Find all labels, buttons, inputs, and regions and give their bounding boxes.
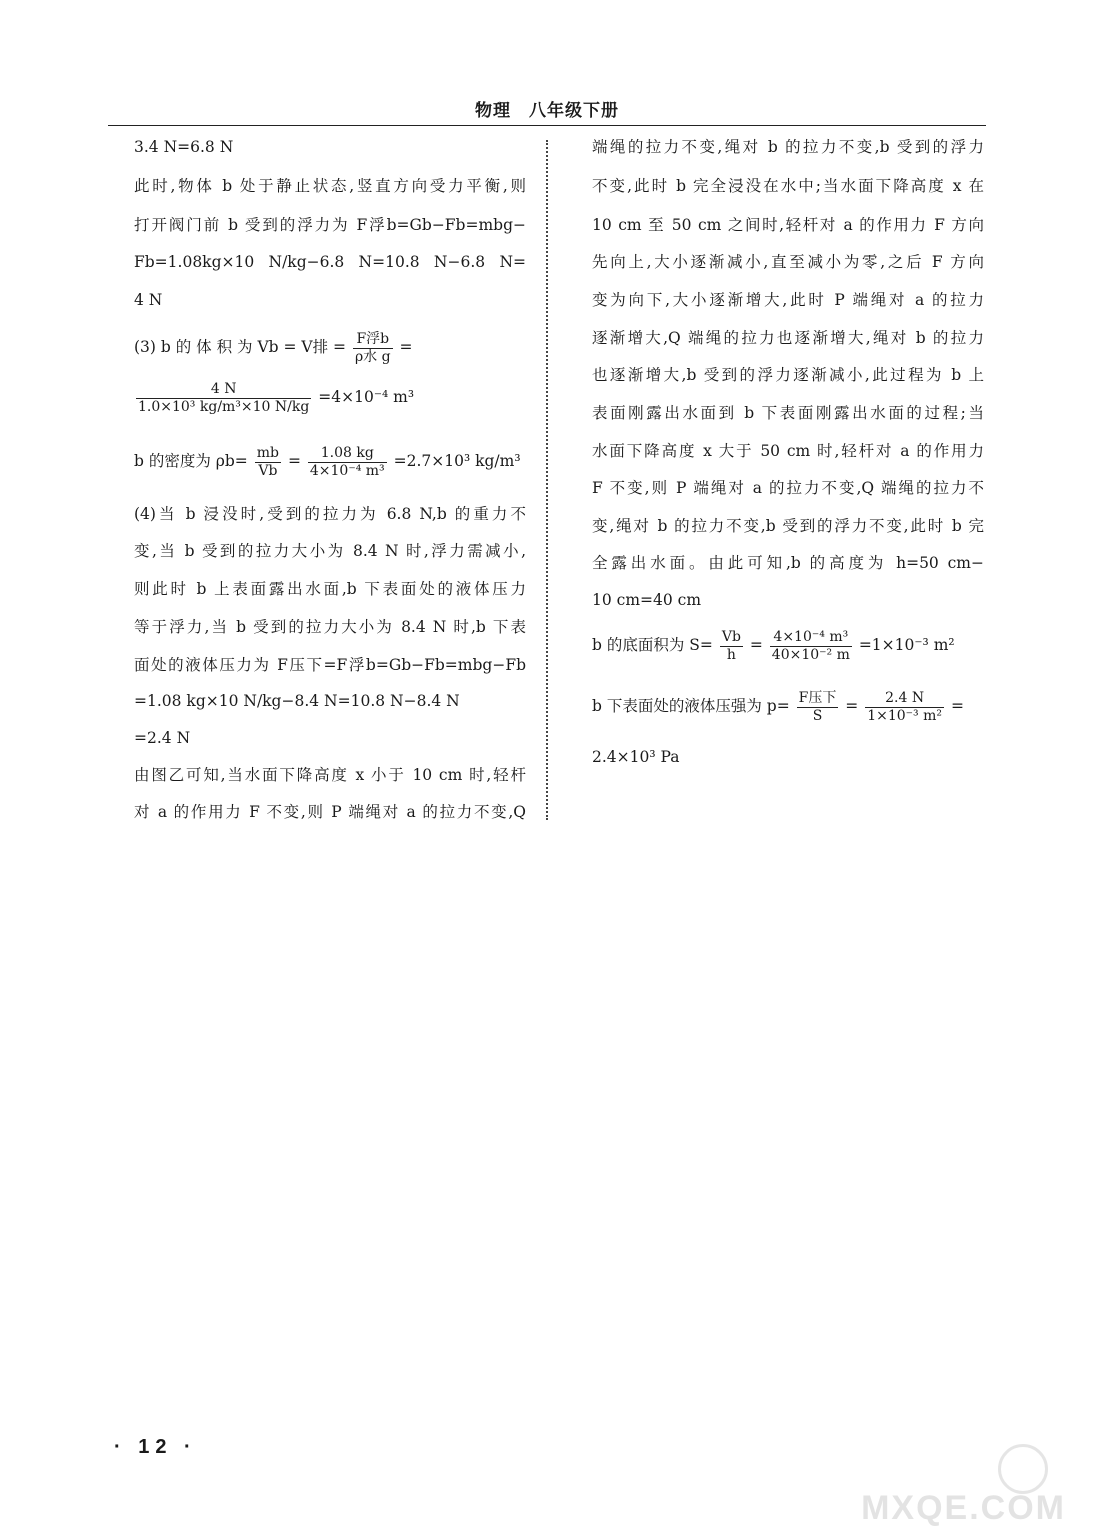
text-line: (4)当 b 浸没时,受到的拉力为 6.8 N,b 的重力不 (134, 505, 526, 523)
text-line: 也逐渐增大,b 受到的浮力逐渐减小,此过程为 b 上 (592, 366, 984, 384)
text-line: 由图乙可知,当水面下降高度 x 小于 10 cm 时,轻杆 (134, 766, 526, 784)
fraction (353, 331, 393, 366)
formula-text: = (749, 636, 763, 654)
fraction-numerator: 1.08 kg (308, 445, 387, 463)
fraction-denominator: S (812, 707, 823, 724)
page-number: · 12 · (114, 1436, 197, 1458)
formula-text: = (399, 338, 413, 356)
fraction (136, 381, 311, 416)
formula-text: b 的密度为 ρb= (134, 452, 248, 470)
formula-text: = (287, 452, 301, 470)
fraction-numerator: F浮b (353, 331, 393, 349)
text-line: =2.4 N (134, 729, 191, 747)
text-line: Fb=1.08kg×10 N/kg−6.8 N=10.8 N−6.8 N= (134, 253, 526, 271)
fraction-denominator: 4×10⁻⁴ m³ (309, 462, 385, 479)
text-line: 对 a 的作用力 F 不变,则 P 端绳对 a 的拉力不变,Q (134, 803, 526, 821)
column-divider (546, 140, 548, 820)
formula-text: =2.7×10³ kg/m³ (393, 452, 521, 470)
text-line: 逐渐增大,Q 端绳的拉力也逐渐增大,绳对 b 的拉力 (592, 329, 984, 347)
fraction-denominator: 1×10⁻³ m² (867, 707, 943, 724)
text-line: F 不变,则 P 端绳对 a 的拉力不变,Q 端绳的拉力不 (592, 479, 984, 497)
formula-text: b 下表面处的液体压强为 p= (592, 697, 790, 715)
text-line: 先向上,大小逐渐减小,直至减小为零,之后 F 方向 (592, 253, 984, 271)
text-line: 10 cm 至 50 cm 之间时,轻杆对 a 的作用力 F 方向 (592, 216, 984, 234)
fraction-denominator: h (726, 646, 736, 663)
formula-text: (3) b 的 体 积 为 Vb = V排 = (134, 338, 347, 356)
text-line: 表面刚露出水面到 b 下表面刚露出水面的过程;当 (592, 404, 984, 422)
fraction-numerator: 4×10⁻⁴ m³ (770, 629, 852, 647)
watermark-logo (861, 1450, 1072, 1528)
text-line: 面处的液体压力为 F压下=F浮b=Gb−Fb=mbg−Fb (134, 656, 526, 674)
fraction-numerator: 4 N (136, 381, 311, 399)
formula-line (134, 442, 521, 480)
text-line: 打开阀门前 b 受到的浮力为 F浮b=Gb−Fb=mbg− (134, 216, 526, 234)
text-line: 变为向下,大小逐渐增大,此时 P 端绳对 a 的拉力 (592, 291, 984, 309)
fraction-numerator: Vb (721, 628, 741, 645)
page-header (108, 96, 986, 124)
formula-text: b 的底面积为 S= (592, 636, 713, 654)
fraction-denominator: 1.0×10³ kg/m³×10 N/kg (138, 398, 310, 415)
watermark-circle-icon (998, 1444, 1048, 1494)
text-line: 水面下降高度 x 大于 50 cm 时,轻杆对 a 的作用力 (592, 442, 984, 460)
text-line: 全露出水面。由此可知,b 的高度为 h=50 cm− (592, 554, 984, 572)
text-line: 不变,此时 b 完全浸没在水中;当水面下降高度 x 在 (592, 177, 984, 195)
fraction-numerator: 2.4 N (865, 690, 944, 708)
fraction (770, 629, 852, 664)
fraction-numerator: F压下 (798, 689, 837, 706)
text-line: =1.08 kg×10 N/kg−8.4 N=10.8 N−8.4 N (134, 692, 460, 710)
header-grade: 八年级下册 (529, 101, 619, 121)
fraction (255, 445, 281, 480)
formula-line (134, 378, 414, 416)
fraction-denominator: Vb (258, 462, 278, 479)
text-line: 变,绳对 b 的拉力不变,b 受到的浮力不变,此时 b 完 (592, 517, 984, 535)
text-line: 变,当 b 受到的拉力大小为 8.4 N 时,浮力需减小, (134, 542, 526, 560)
fraction-numerator: mb (256, 444, 279, 461)
fraction (720, 629, 743, 664)
formula-line (592, 626, 955, 664)
header-rule (108, 125, 986, 126)
formula-line (134, 328, 413, 366)
fraction (797, 690, 839, 725)
text-line: 3.4 N=6.8 N (134, 138, 234, 156)
formula-text: =4×10⁻⁴ m³ (318, 388, 415, 406)
fraction (865, 690, 944, 725)
fraction (308, 445, 387, 480)
header-subject: 物理 (475, 101, 511, 121)
fraction-denominator: ρ水 g (354, 348, 391, 365)
formula-text: = (950, 697, 964, 715)
text-line: 此时,物体 b 处于静止状态,竖直方向受力平衡,则 (134, 177, 526, 195)
fraction-denominator: 40×10⁻² m (771, 646, 850, 663)
text-line: 则此时 b 上表面露出水面,b 下表面处的液体压力 (134, 580, 526, 598)
text-line: 10 cm=40 cm (592, 591, 702, 609)
text-line: 端绳的拉力不变,绳对 b 的拉力不变,b 受到的浮力 (592, 138, 984, 156)
formula-text: =1×10⁻³ m² (858, 636, 955, 654)
formula-line (592, 687, 964, 725)
formula-text: = (845, 697, 859, 715)
text-line: 4 N (134, 291, 163, 309)
text-line: 等于浮力,当 b 受到的拉力大小为 8.4 N 时,b 下表 (134, 618, 526, 636)
watermark-text: MXQE.COM (861, 1489, 1066, 1527)
text-line: 2.4×10³ Pa (592, 748, 680, 766)
